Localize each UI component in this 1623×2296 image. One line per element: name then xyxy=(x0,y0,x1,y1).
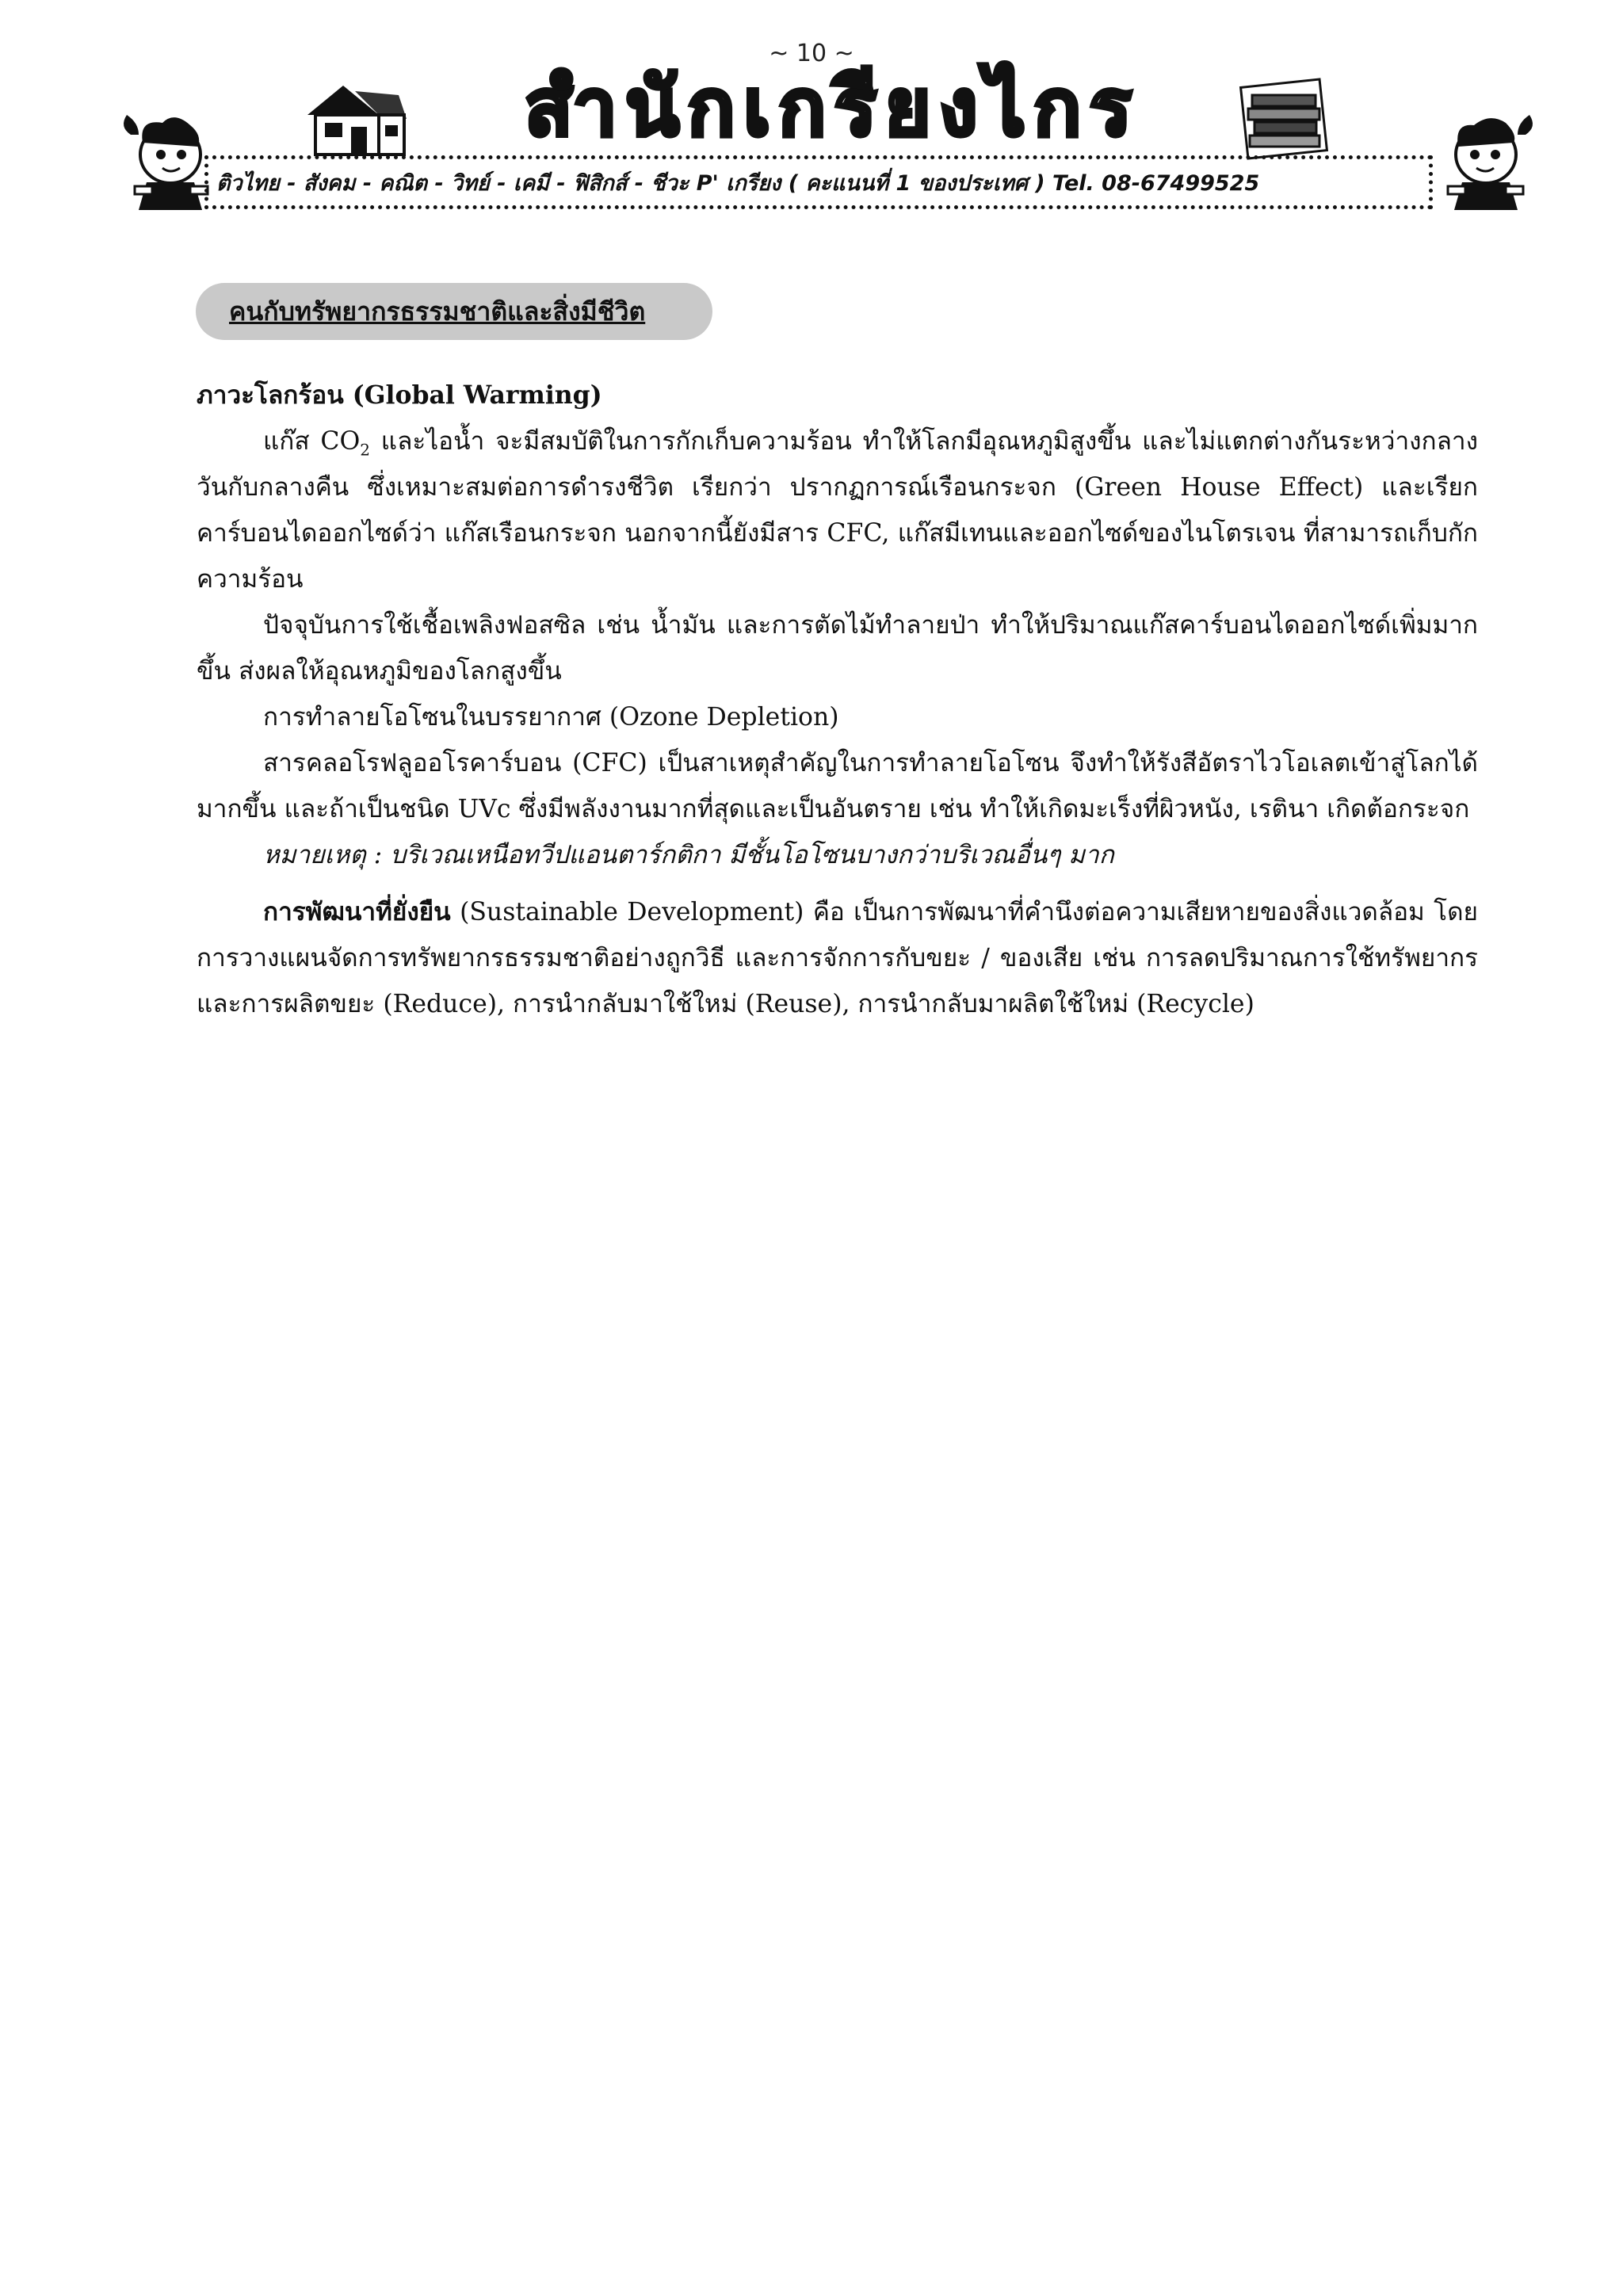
global-warming-paragraph-1 xyxy=(197,418,1478,602)
house-icon xyxy=(300,79,411,159)
mascot-right-icon xyxy=(1423,111,1541,214)
page-number: ~ 10 ~ xyxy=(769,40,854,67)
global-warming-paragraph-2: ปัจจุบันการใช้เชื้อเพลิงฟอสซิล เช่น น้ำมัน และการตัดไม้ทำลายป่า ทำให้ปริมาณแก๊สคาร์บอนไดออกไซด์เพิ่มมากขึ้น ส่งผลให้อุณหภูมิของโลกสูงขึ้น xyxy=(197,611,1478,686)
sustainable-paragraph xyxy=(197,889,1478,1027)
subject-banner: ติวไทย - สังคม - คณิต - วิทย์ - เคมี - ฟิสิกส์ - ชีวะ P' เกรียง ( คะแนนที่ 1 ของประเทศ ) Tel. 08-67499525 xyxy=(204,155,1433,209)
document-body xyxy=(197,372,1478,1027)
header-logo-title: สำนักเกรียงไกร xyxy=(524,60,1140,154)
ozone-paragraph: สารคลอโรฟลูออโรคาร์บอน (CFC) เป็นสาเหตุสำคัญในการทำลายโอโซน จึงทำให้รังสีอัตราไวโอเลตเข้าสู่โลกได้มากขึ้น และถ้าเป็นชนิด UVc ซึ่งมีพลังงานมากที่สุดและเป็นอันตราย เช่น ทำให้เกิดมะเร็งที่ผิวหนัง, เรตินา เกิดต้อกระจก xyxy=(197,749,1478,823)
gw-p1-part-b: และไอน้ำ จะมีสมบัติในการกักเก็บความร้อน ทำให้โลกมีอุณหภูมิสูงขึ้น และไม่แตกต่างกันระหว่างกลางวันกับกลางคืน ซึ่งเหมาะสมต่อการดำรงชีวิต เรียกว่า ปรากฏการณ์เรือนกระจก (Green House Effect) และเรียกคาร์บอนไดออกไซด์ว่า แก๊สเรือนกระจก นอกจากนี้ยังมีสาร CFC, แก๊สมีเทนและออกไซด์ของไนโตรเจน ที่สามารถเก็บกักความร้อน xyxy=(197,427,1478,594)
gw-p1-part-a: แก๊ส CO xyxy=(263,427,361,456)
sustainable-term: การพัฒนาที่ยั่งยืน xyxy=(263,897,451,926)
sustainable-text: (Sustainable Development) คือ เป็นการพัฒนาที่คำนึงต่อความเสียหายของสิ่งแวดล้อม โดยการวางแผนจัดการทรัพยากรธรรมชาติอย่างถูกวิธี และการจักการกับขยะ / ของเสีย เช่น การลดปริมาณการใช้ทรัพยากรและการผลิตขยะ (Reduce), การนำกลับมาใช้ใหม่ (Reuse), การนำกลับมาผลิตใช้ใหม่ (Recycle) xyxy=(197,898,1478,1018)
ozone-heading: การทำลายโอโซนในบรรยากาศ (Ozone Depletion) xyxy=(263,703,839,732)
ozone-note: หมายเหตุ : บริเวณเหนือทวีปแอนตาร์กติกา มีชั้นโอโซนบางกว่าบริเวณอื่นๆ มาก xyxy=(263,841,1114,869)
global-warming-heading: ภาวะโลกร้อน (Global Warming) xyxy=(197,380,602,410)
section-title: คนกับทรัพยากรธรรมชาติและสิ่งมีชีวิต xyxy=(196,283,712,340)
co2-subscript: 2 xyxy=(360,440,371,460)
books-icon xyxy=(1232,75,1335,162)
